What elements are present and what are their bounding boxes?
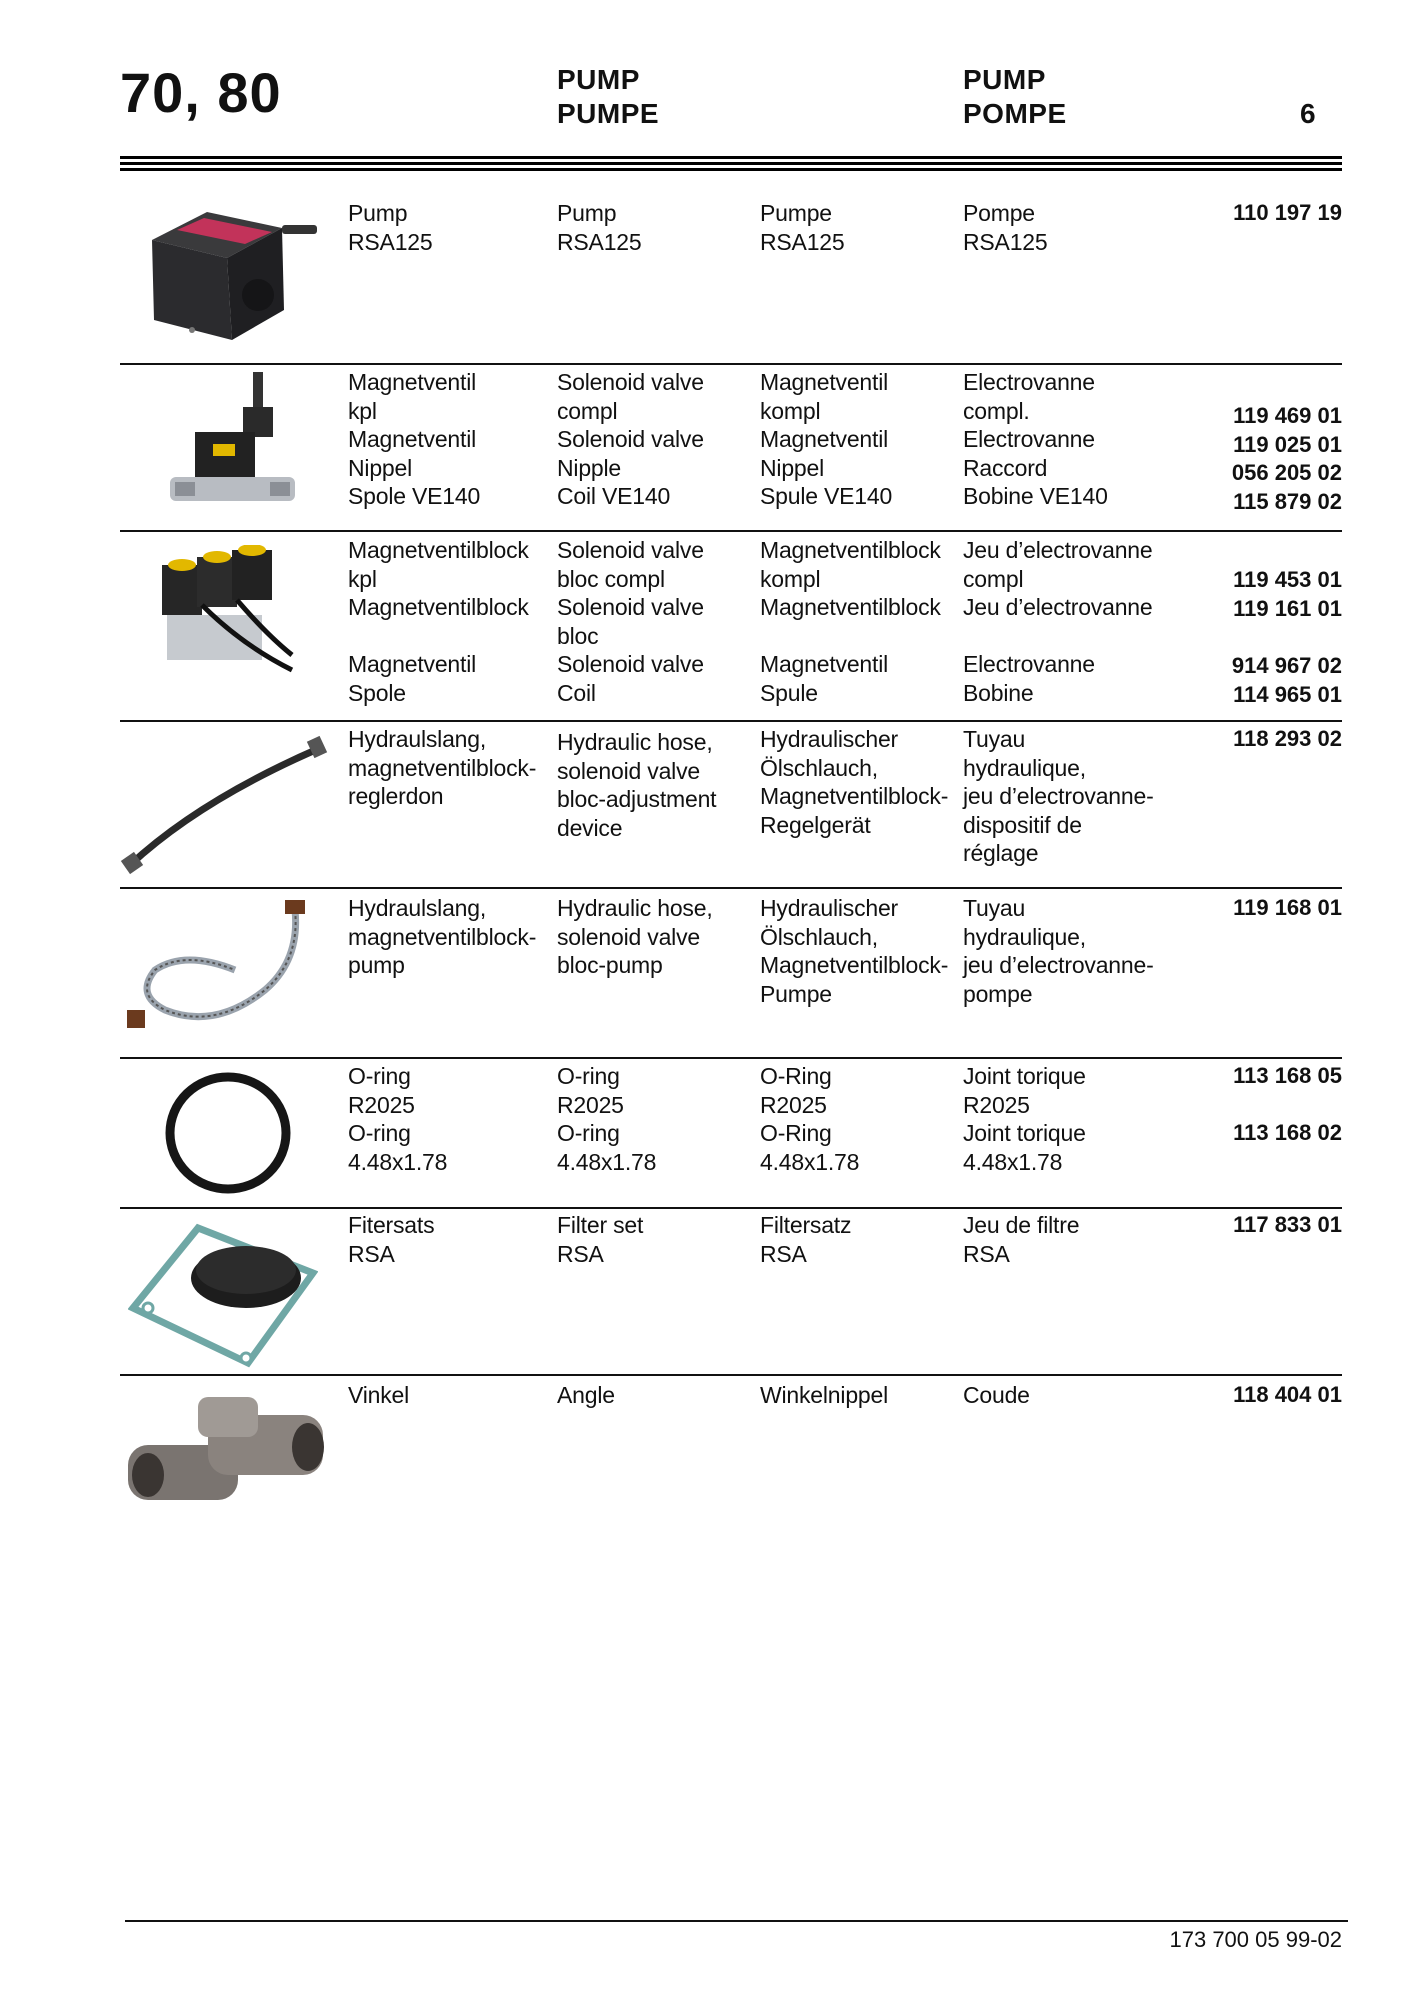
filter-set-icon [128,1218,318,1373]
title-english-french [963,63,1067,131]
row7-sv: Fitersats RSA [348,1212,435,1267]
part-number: 056 205 02 [1231,460,1342,486]
row1-sv: Pump RSA125 [348,200,433,255]
row1-fr: Pompe RSA125 [963,200,1048,255]
row5-en: Hydraulic hose, solenoid valve bloc-pump [557,895,713,979]
row4-part-numbers [1233,725,1342,754]
row7-en: Filter set RSA [557,1212,644,1267]
row8-sv: Vinkel [348,1382,410,1408]
part-number: 115 879 02 [1233,488,1342,514]
row6-en: O-ring R2025 O-ring 4.48x1.78 [557,1063,657,1175]
part-number: 119 469 01 [1233,403,1342,428]
row-divider [120,530,1342,532]
part-number: 119 168 01 [1233,895,1342,920]
part-number: 118 293 02 [1233,726,1342,751]
header-rule [120,162,1342,165]
pump-icon [132,200,322,355]
row6-de: O-Ring R2025 O-Ring 4.48x1.78 [760,1063,860,1175]
part-number: 113 168 02 [1233,1120,1342,1145]
row-divider [120,1207,1342,1209]
part-number: 119 453 01 [1233,567,1342,592]
row8-en: Angle [557,1382,615,1408]
row5-sv: Hydraulslang, magnetventilblock- pump [348,895,537,979]
part-number: 119 161 01 [1233,595,1342,621]
row4-fr: Tuyau hydraulique, jeu d’electrovanne- dispositif de réglage [963,726,1154,867]
part-number: 114 965 01 [1233,681,1342,707]
row6-sv: O-ring R2025 O-ring 4.48x1.78 [348,1063,448,1175]
row-divider [120,887,1342,889]
row8-fr: Coude [963,1382,1030,1408]
row3-fr: Jeu d’electrovanne compl Jeu d’electrovanne Electrovanne Bobine [963,537,1153,706]
row6-part-numbers-2 [1233,1119,1342,1148]
row3-part-numbers-2 [1232,652,1342,709]
row-divider [120,1374,1342,1376]
row4-en: Hydraulic hose, solenoid valve bloc-adjustment device [557,729,717,841]
solenoid-valve-block-icon [152,545,297,695]
row5-part-numbers [1233,894,1342,923]
row8-part-numbers [1233,1381,1342,1410]
row2-part-numbers [1232,402,1342,516]
row5-de: Hydraulischer Ölschlauch, Magnetventilblock- Pumpe [760,895,949,1007]
row5-fr: Tuyau hydraulique, jeu d’electrovanne- pompe [963,895,1154,1007]
header-rule [120,156,1342,159]
row3-part-numbers [1233,566,1342,623]
row8-de: Winkelnippel [760,1382,888,1408]
row-divider [120,363,1342,365]
part-number: 118 404 01 [1233,1382,1342,1407]
row4-sv: Hydraulslang, magnetventilblock- reglerdon [348,726,537,810]
row1-en: Pump RSA125 [557,200,642,255]
part-number: 113 168 05 [1233,1063,1342,1088]
row6-fr: Joint torique R2025 Joint torique 4.48x1.78 [963,1063,1086,1175]
part-number: 914 967 02 [1231,653,1342,678]
part-number: 110 197 19 [1233,200,1342,225]
page-number: 6 [1300,98,1316,129]
title-en: PUMP [557,64,640,95]
row2-de: Magnetventil kompl Magnetventil Nippel Spule VE140 [760,369,893,510]
header-rule [120,168,1342,171]
title-fr: POMPE [963,98,1067,129]
row2-en: Solenoid valve compl Solenoid valve Nipple Coil VE140 [557,369,704,510]
row2-sv: Magnetventil kpl Magnetventil Nippel Spole VE140 [348,369,481,510]
row3-de: Magnetventilblock kompl Magnetventilblock Magnetventil Spule [760,537,941,706]
o-ring-icon [158,1068,298,1203]
angle-fitting-icon [118,1395,333,1520]
row-divider [120,720,1342,722]
row3-en: Solenoid valve bloc compl Solenoid valve bloc Solenoid valve Coil [557,537,704,706]
row7-part-numbers [1233,1211,1342,1240]
title-en-2: PUMP [963,64,1046,95]
footer-rule [125,1920,1348,1922]
row6-part-numbers [1233,1062,1342,1119]
part-number: 117 833 01 [1233,1212,1342,1237]
hydraulic-hose-icon [120,730,330,880]
row7-de: Filtersatz RSA [760,1212,852,1267]
row-divider [120,1057,1342,1059]
row4-de: Hydraulischer Ölschlauch, Magnetventilblock- Regelgerät [760,726,949,838]
row7-fr: Jeu de filtre RSA [963,1212,1080,1267]
row2-fr: Electrovanne compl. Electrovanne Raccord Bobine VE140 [963,369,1108,510]
title-de: PUMPE [557,98,660,129]
braided-hose-icon [125,900,315,1045]
model-number: 70, 80 [120,61,282,124]
row1-part-numbers [1233,199,1342,228]
solenoid-valve-icon [165,372,305,527]
document-number: 173 700 05 99-02 [1169,1927,1342,1952]
row1-de: Pumpe RSA125 [760,200,845,255]
title-swedish-english [557,63,659,131]
row3-sv: Magnetventilblock kpl Magnetventilblock Magnetventil Spole [348,537,529,706]
part-number: 119 025 01 [1233,431,1342,457]
